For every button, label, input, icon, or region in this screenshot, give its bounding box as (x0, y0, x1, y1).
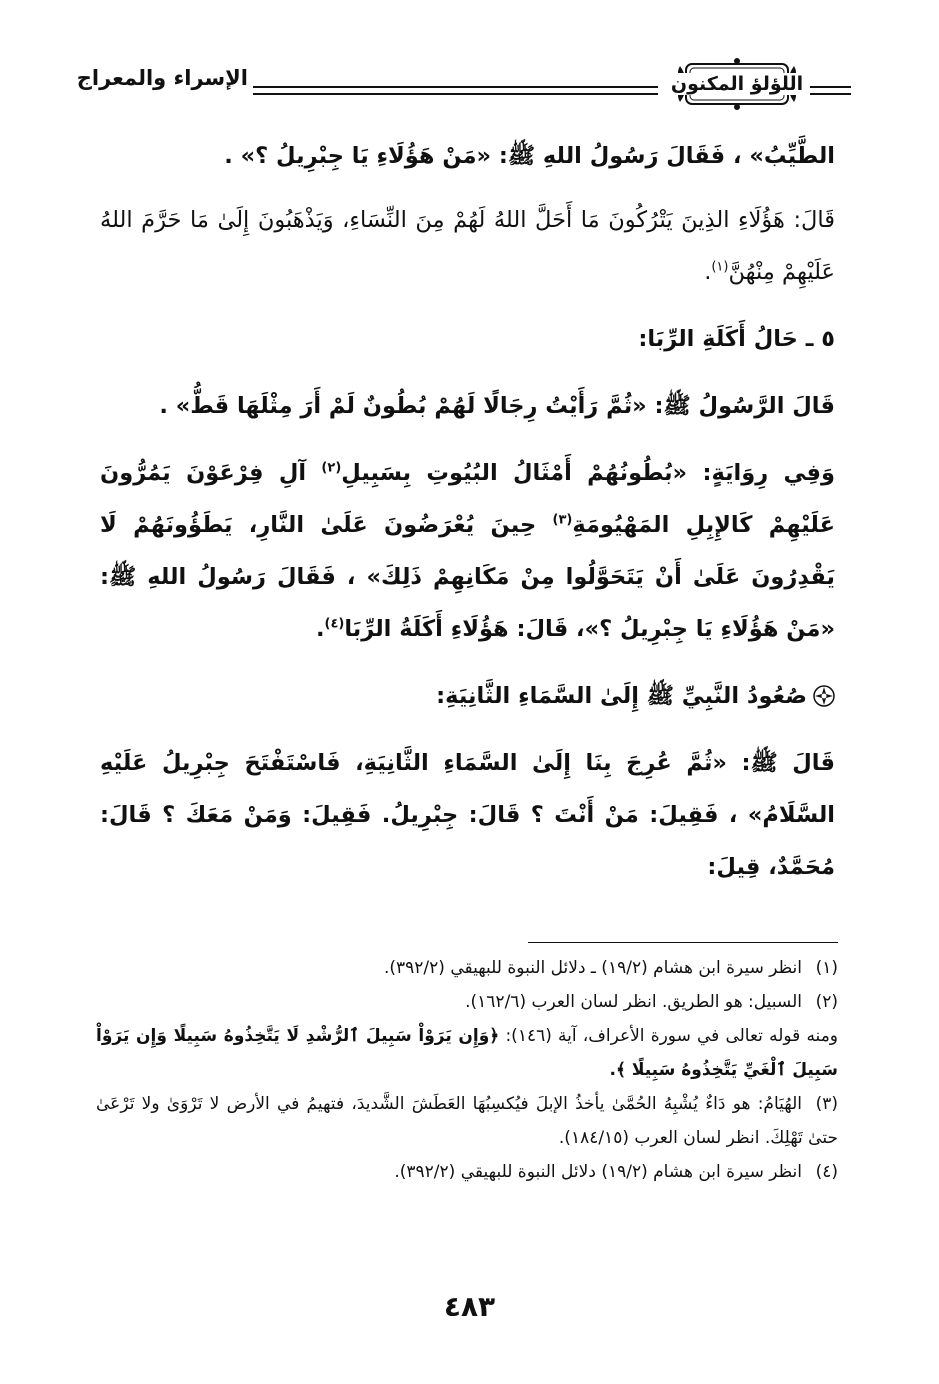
footnote-number: (٣) (815, 1094, 838, 1114)
footnote-ref: (١) (711, 259, 729, 275)
section-heading-ascent (100, 670, 835, 722)
paragraph-4b: آلِ فِرْعَوْنَ يَمُرُّونَ عَلَيْهِمْ كَالإِبِلِ المَهْيُومَةِ (100, 460, 835, 538)
book-title-frame (672, 56, 802, 112)
heading-number: ٥ ـ (805, 326, 835, 352)
footnote-text: انظر سيرة ابن هشام (١٩/٢) ـ دلائل النبوة للبهيقي (٣٩٢/٢). (383, 958, 802, 978)
footnote-continuation (96, 1019, 838, 1087)
section-title: الإسراء والمعراج (76, 66, 248, 90)
page-number: ٤٨٣ (443, 1290, 496, 1323)
heading-text: صُعُودُ النَّبِيِّ ﷺ إِلَىٰ السَّمَاءِ الثَّانِيَةِ: (436, 683, 807, 709)
paragraph-5: قَالَ ﷺ: «ثُمَّ عُرِجَ بِنَا إِلَىٰ السَّمَاءِ الثَّانِيَةِ، فَاسْتَفْتَحَ جِبْرِيلُ عَلَيْهِ السَّلَامُ» ، فَقِيلَ: مَنْ أَنْتَ ؟ قَالَ: جِبْرِيلُ. فَقِيلَ: وَمَنْ مَعَكَ ؟ قَالَ: مُحَمَّدٌ، قِيلَ: (100, 750, 835, 880)
footnote-number: (١) (815, 958, 838, 978)
book-title: اللؤلؤ المكنون (667, 73, 807, 95)
footnote-ref: (٣) (552, 512, 573, 528)
flower-ornament-icon (813, 685, 835, 707)
section-heading-5 (100, 313, 835, 365)
footnote-text: ومنه قوله تعالى في سورة الأعراف، آية (١٤٦): (505, 1026, 839, 1046)
footnote-text: الهُيَامُ: هو دَاءٌ يُشْبِهُ الحُمَّىٰ يأخذُ الإبلَ فيُكسِبُهَا العَطَشَ الشَّديدَ، فتهيمُ في الأرض لا تَرْوَىٰ ولا تَرْعَىٰ حتىٰ تَهْلِكَ. انظر لسان العرب (١٨٤/١٥). (96, 1094, 838, 1148)
punctuation: . (315, 616, 325, 642)
footnote-ref: (٤) (324, 616, 345, 632)
paragraph-3: قَالَ الرَّسُولُ ﷺ: «ثُمَّ رَأَيْتُ رِجَالًا لَهُمْ بُطُونٌ لَمْ أَرَ مِثْلَهَا قَطُّ» . (159, 393, 835, 419)
paragraph (100, 194, 835, 298)
running-header (76, 56, 851, 116)
footnote (96, 1155, 838, 1189)
footnotes (96, 951, 838, 1189)
footnote (96, 951, 838, 985)
paragraph (100, 447, 835, 655)
footnote-ref: (٢) (321, 460, 342, 476)
main-text (100, 130, 835, 908)
footnote (96, 1087, 838, 1155)
paragraph (100, 130, 835, 182)
header-rule-left (253, 86, 658, 95)
header-rule-right (810, 86, 851, 95)
quran-verse: ﴿وَإِن يَرَوْاْ سَبِيلَ ٱلرُّشْدِ لَا يَتَّخِذُوهُ سَبِيلًا وَإِن يَرَوْاْ سَبِيلَ ٱلْغَيِّ يَتَّخِذُوهُ سَبِيلًا ﴾. (96, 1026, 838, 1080)
punctuation: . (704, 259, 712, 285)
paragraph (100, 737, 835, 893)
paragraph-4a: وَفِي رِوَايَةٍ: «بُطُونُهُمْ أَمْثَالُ البُيُوتِ بِسَبِيلِ (341, 460, 836, 486)
footnote (96, 985, 838, 1019)
paragraph-2: قَالَ: هَؤُلَاءِ الذِينَ يَتْرُكُونَ مَا أَحَلَّ اللهُ لَهُمْ مِنَ النِّسَاءِ، وَيَذْهَبُونَ إِلَىٰ مَا حَرَّمَ اللهُ عَلَيْهِمْ مِنْهُنَّ (100, 207, 835, 285)
footnote-text: انظر سيرة ابن هشام (١٩/٢) دلائل النبوة للبهيقي (٣٩٢/٢). (394, 1162, 802, 1182)
paragraph-1: الطَّيِّبُ» ، فَقَالَ رَسُولُ اللهِ ﷺ: «مَنْ هَؤُلَاءِ يَا جِبْرِيلُ ؟» . (224, 143, 835, 169)
footnote-number: (٢) (815, 992, 838, 1012)
footnote-text: السبيل: هو الطريق. انظر لسان العرب (١٦٢/٦). (465, 992, 802, 1012)
paragraph-4c: حِينَ يُعْرَضُونَ عَلَىٰ النَّارِ، يَطَؤُونَهُمْ لَا يَقْدِرُونَ عَلَىٰ أَنْ يَتَحَوَّلُوا مِنْ مَكَانِهِمْ ذَلِكَ» ، فَقَالَ رَسُولُ اللهِ ﷺ: «مَنْ هَؤُلَاءِ يَا جِبْرِيلُ ؟»، قَالَ: هَؤُلَاءِ أَكَلَةُ الرِّبَا (100, 512, 835, 642)
footnote-number: (٤) (815, 1162, 838, 1182)
footnote-divider (528, 942, 838, 943)
paragraph (100, 380, 835, 432)
heading-text: حَالُ أَكَلَةِ الرِّبَا: (638, 326, 798, 352)
